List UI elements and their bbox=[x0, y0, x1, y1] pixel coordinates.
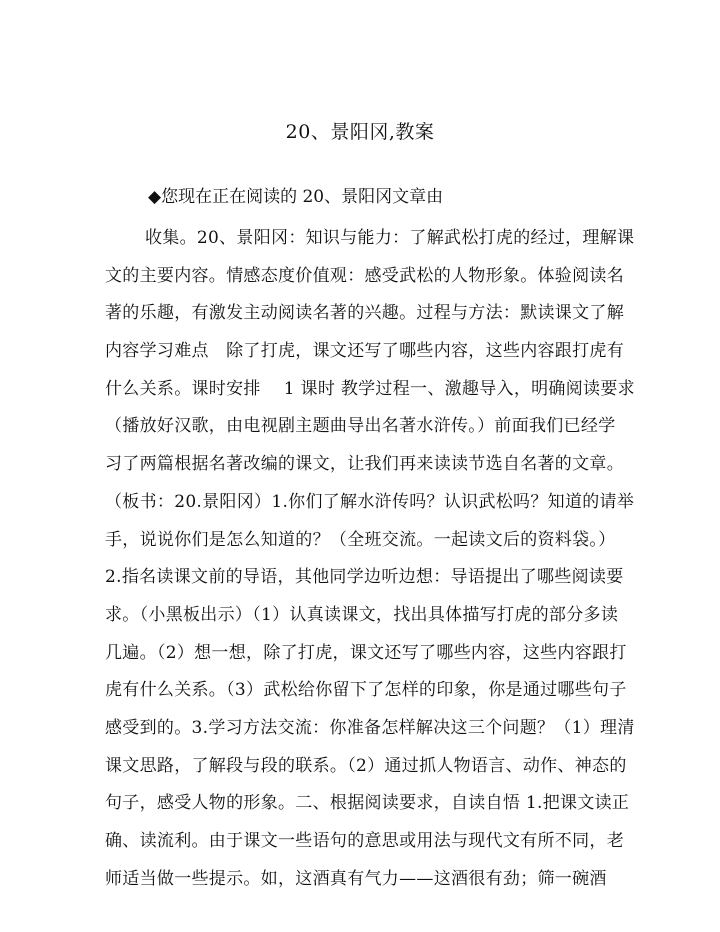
body-line: 内容学习难点 除了打虎，课文还写了哪些内容，这些内容跟打虎有 bbox=[105, 341, 624, 362]
body-line: 虎有什么关系。（3）武松给你留下了怎样的印象，你是通过哪些句子 bbox=[105, 680, 627, 701]
body-line: 什么关系。课时安排 1 课时 教学过程一、激趣导入，明确阅读要求 bbox=[105, 378, 635, 399]
body-line: 手，说说你们是怎么知道的？（全班交流。一起读文后的资料袋。） bbox=[105, 529, 616, 550]
body-line: 师适当做一些提示。如，这酒真有气力——这酒很有劲；筛一碗酒 bbox=[105, 868, 607, 889]
body-line: 著的乐趣，有激发主动阅读名著的兴趣。过程与方法：默读课文了解 bbox=[105, 303, 624, 324]
reading-notice: ◆您现在正在阅读的 20、景阳冈文章由 bbox=[148, 187, 444, 207]
body-line: 课文思路，了解段与段的联系。（2）通过抓人物语言、动作、神态的 bbox=[105, 755, 627, 776]
body-line: 习了两篇根据名著改编的课文，让我们再来读读节选自名著的文章。 bbox=[105, 454, 624, 475]
body-line: （播放好汉歌，由电视剧主题曲导出名著水浒传。）前面我们已经学 bbox=[105, 416, 616, 437]
body-line: 求。（小黑板出示）（1）认真读课文，找出具体描写打虎的部分多读 bbox=[105, 604, 619, 625]
document-body bbox=[105, 224, 635, 902]
body-line: 确、读流利。由于课文一些语句的意思或用法与现代文有所不同，老 bbox=[105, 831, 624, 851]
body-line: 感受到的。3.学习方法交流：你准备怎样解决这三个问题？（1）理清 bbox=[105, 717, 635, 738]
body-line: 几遍。（2）想一想，除了打虎，课文还写了哪些内容，这些内容跟打 bbox=[105, 642, 627, 663]
body-line: 2.指名读课文前的导语，其他同学边听边想：导语提出了哪些阅读要 bbox=[105, 567, 624, 588]
body-line: 句子，感受人物的形象。二、根据阅读要求，自读自悟 1.把课文读正 bbox=[105, 793, 630, 814]
body-line: （板书：20.景阳冈）1.你们了解水浒传吗？认识武松吗？知道的请举 bbox=[105, 491, 635, 512]
document-title: 20、景阳冈,教案 bbox=[285, 121, 435, 143]
body-line: 收集。20、景阳冈：知识与能力：了解武松打虎的经过，理解课 bbox=[145, 228, 635, 248]
body-line: 文的主要内容。情感态度价值观：感受武松的人物形象。体验阅读名 bbox=[105, 265, 624, 286]
